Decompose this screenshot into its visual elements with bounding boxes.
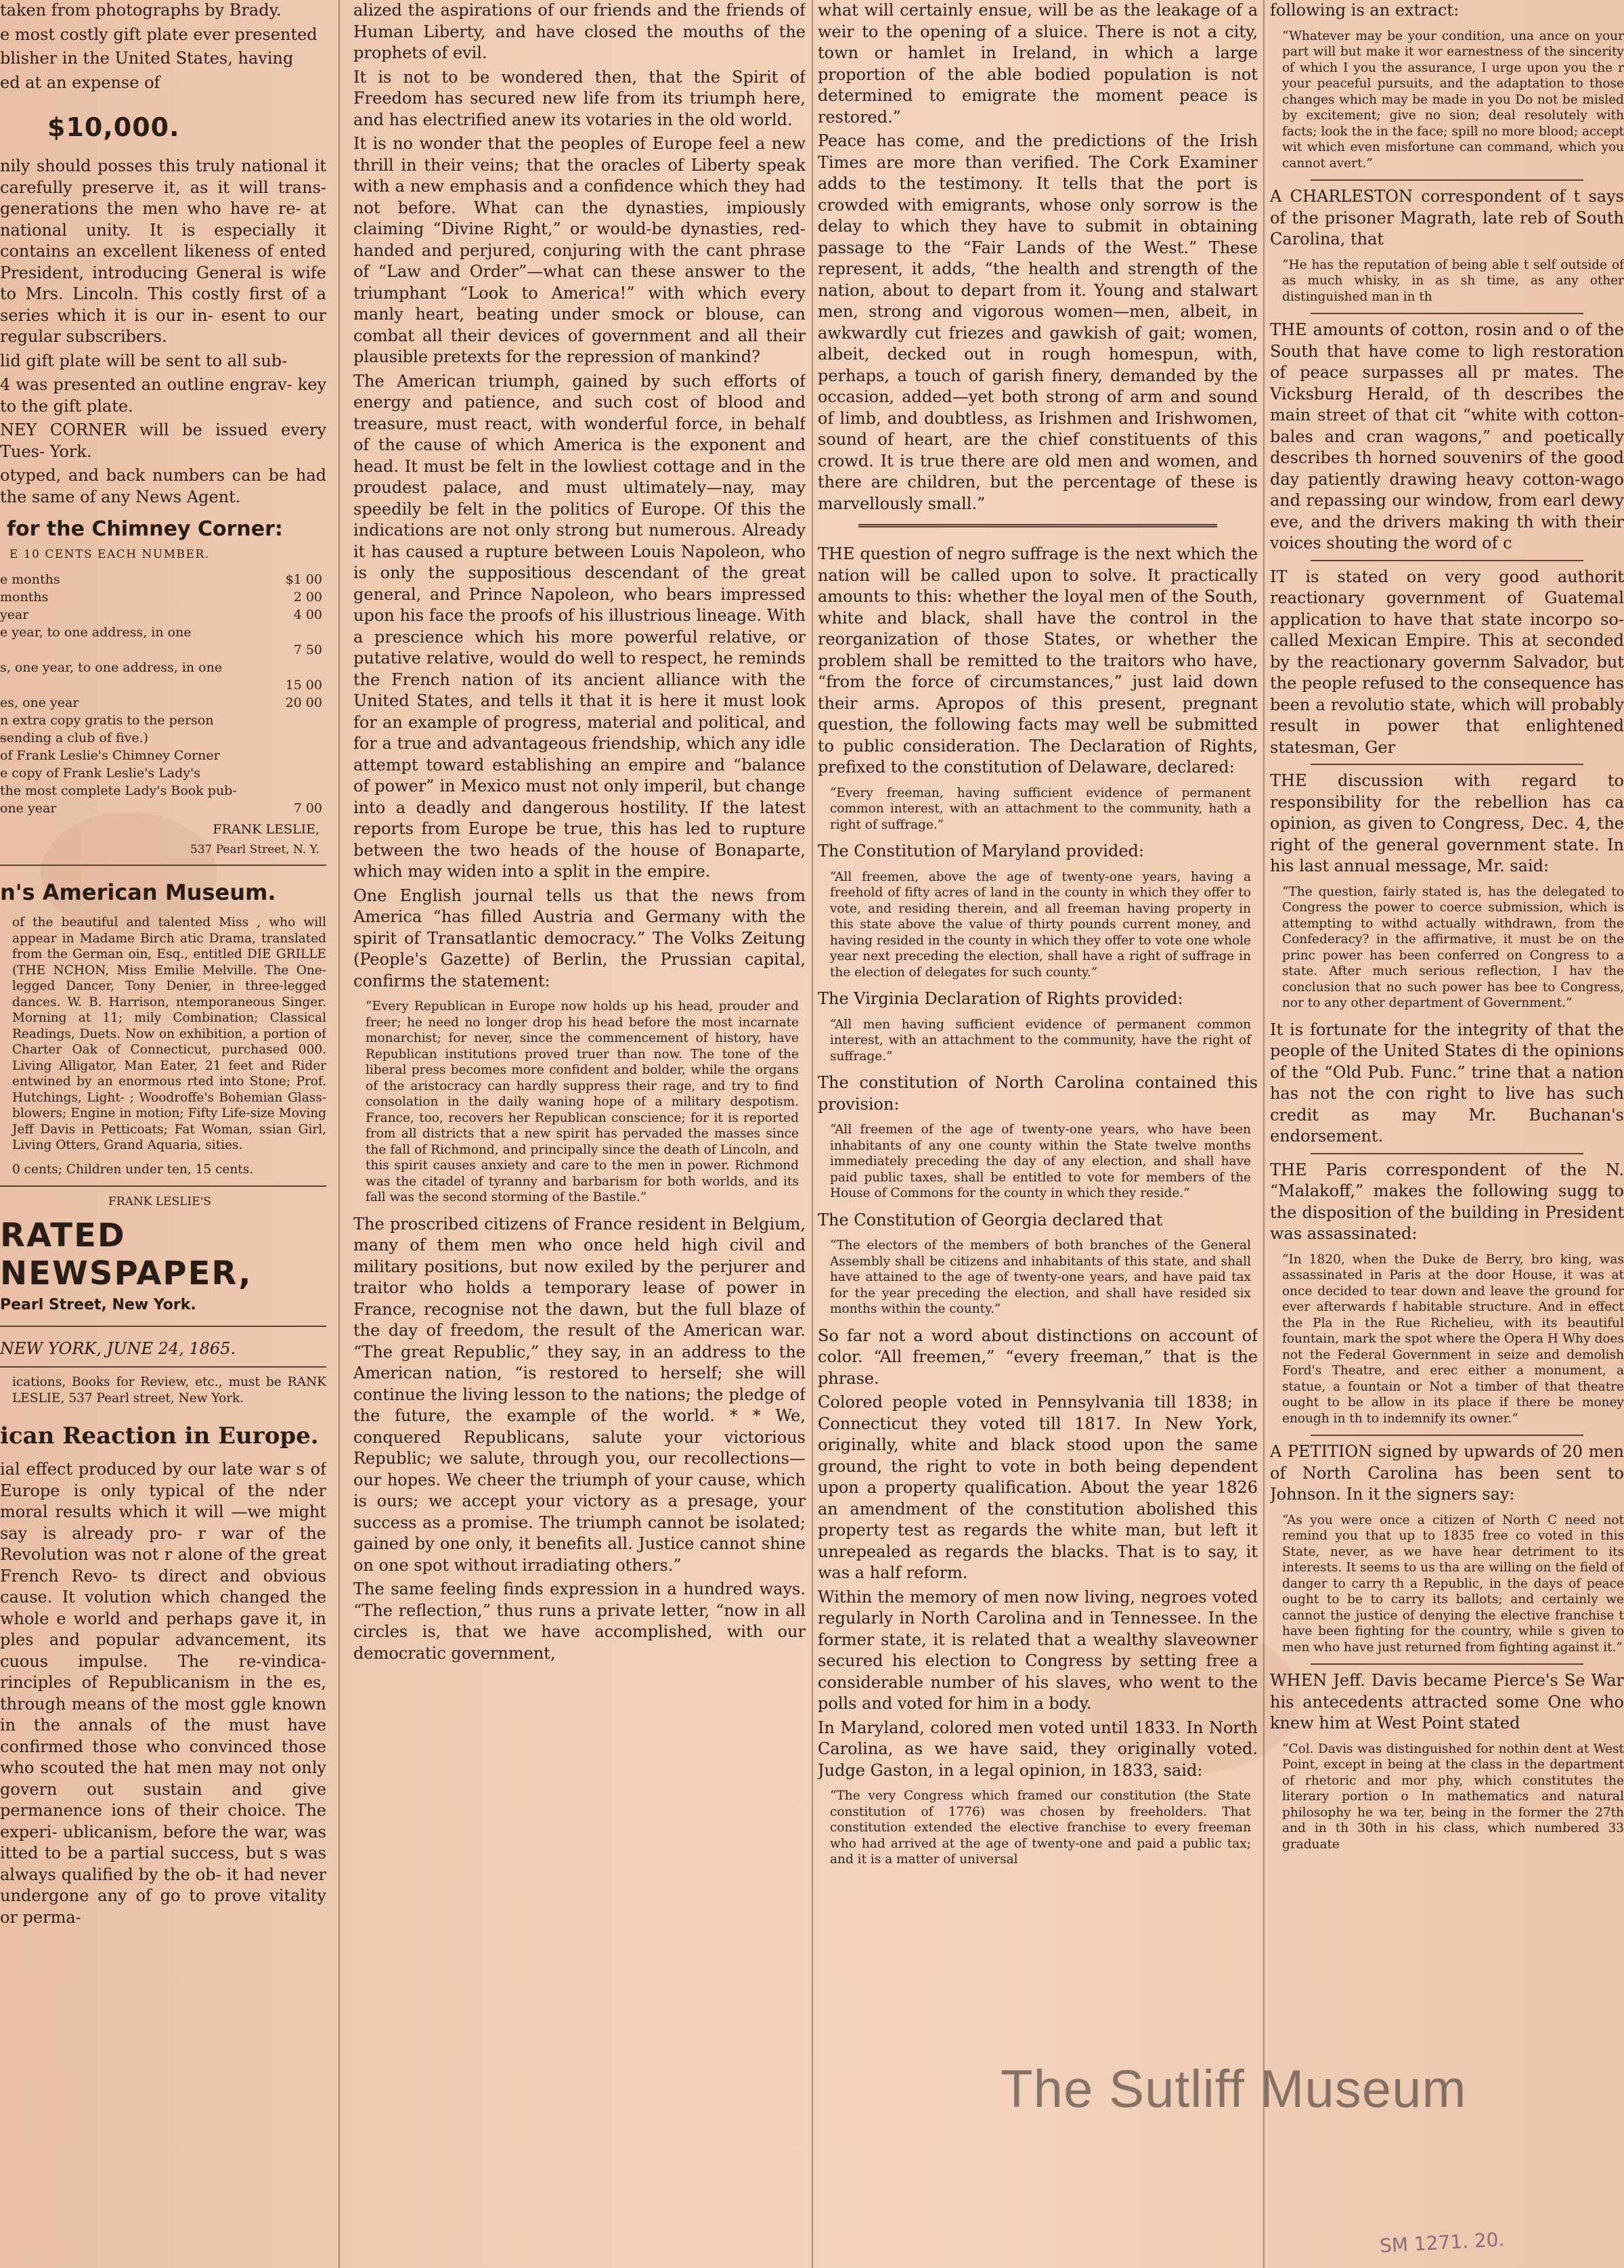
article-paragraph: THE amounts of cotton, rosin and o of the South that have come to ligh restoration of peace surpasses all pr mates. The Vicksburg Herald, of th describes the main street of that cit “white with cotton-bales and cran wagons,” and poetically describes th horned souvenirs of the good day patiently drawing heavy cotton-wago and repassing our window, from earl dewy eve, and the drivers making th with their voices shouting the word of c [1270, 320, 1624, 552]
divider [1311, 1435, 1583, 1436]
rate-value: 20 00 [285, 695, 322, 710]
block-quote: “All freemen, above the age of twenty-one years, having a freehold of fifty acres of land in the county in which they offer to vote, and residing therein, and all freeman having property in this state above the value of thirty pounds current money, and having resided in the county in which they offer to vote one whole year next preceding the election, shall have a right of suffrage in the election of delegates for such county.” [830, 869, 1251, 980]
rate-label: the most complete Lady's Book pub- [0, 783, 237, 798]
block-quote: “As you were once a citizen of North C need not remind you that up to 1835 free co voted in this State, never, as we have hear detriment to its interests. It seems to us tha are willing on the field of danger to carry th a Republic, in the days of peace ought to be to carry its ballots; and certainly we cannot the justice of denying the elective franchise t have been fighting for the country, while s given to men who have just returned from fighting against it.” [1282, 1512, 1624, 1655]
intro-line: ed at an expense of [0, 72, 160, 92]
intro-line: blisher in the United States, having [0, 49, 294, 68]
article-paragraph: Peace has come, and the predictions of the Irish Times are more than verified. The Cork Examiner adds to the testimony. It tells that the port is crowded with emigrants, whose only sorrow is the delay to which they have to submit in obtaining passage to the “Fair Lands of the West.” These represent, it adds, “the health and strength of the nation, about to depart from it. Young and stalwart men, strong and vigorous women—men, albeit, in awkwardly cut friezes and gawkish of gait; women, albeit, decked out in rough homespun, with, perhaps, a touch of garish finery, demanded by the occasion, added—yet both strong of arm and sound of limb, and doubtless, as Irishmen and Irishwomen, sound of heart, are the chief constituents of this crowd. It is true there are old men and women, and there are children, but the percentage of these is marvellously small.” [818, 131, 1258, 513]
block-quote: “The electors of the members of both branches of the General Assembly shall be citizens and inhabitants of this state, and shall have attained to the age of twenty-one years, and have paid tax for the year preceding the election, and shall have resided six months within the county.” [830, 1238, 1251, 1316]
rate-value: 4 00 [293, 607, 322, 622]
block-quote: “Every Republican in Europe now holds up his head, prouder and freer; he need no longer drop his head before the most incarnate monarchist; for never, since the commencement of history, have Republican institutions proved truer than now. The tone of the liberal press becomes more confident and bolder, while the organs of the aristocracy can hardly suppress their rage, and try to find consolation in the daily waning hope of a military despotism. France, too, recovers her Republican conscience; for it is reported from all districts that a new spirit has pervaded the masses since the fall of Richmond, and principally since the death of Lincoln, and this spirit causes anxiety and care to the men in power. Richmond was the citadel of tyranny and barbarism for both worlds, and its fall was the second storming of the Bastile.” [366, 999, 799, 1204]
gift-plate-paragraph: 4 was presented an outline engrav- key to the gift plate. [0, 375, 326, 416]
block-quote: “The very Congress which framed our constitution (the State constitution of 1776) was chosen by freeholders. That constitution extended the elective franchise to every freeman who had arrived at the age of twenty-one and paid a public tax; and it is a matter of universal [830, 1789, 1251, 1867]
rate-label: s̶ending a club of five.) [0, 730, 149, 745]
paper-title: RATED NEWSPAPER, [0, 1217, 253, 1292]
gift-plate-paragraph: otyped, and back numbers can be had the same of any News Agent. [0, 466, 326, 506]
rate-value: 7 50 [293, 642, 322, 657]
article-paragraph: Colored people voted in Pennsylvania till 1838; in Connecticut they voted till 1817. In New York, originally, white and black stood upon the same ground, the right to vote in both being dependent upon a property qualification. About the year 1826 an amendment of the constitution abolished this property test as regards the white man, but left it unrepealed as regards the blacks. That is to say, it was a half reform. [818, 1393, 1258, 1582]
rate-row [0, 641, 326, 659]
rate-value: $1 00 [285, 572, 322, 587]
article-paragraph: The American triumph, gained by such efforts of energy and patience, and such cost of blood and treasure, must react, with wonderful force, in behalf of the cause of which America is the exponent and head. It must be felt in the lowliest cottage and in the proudest palace, and must ultimately—nay, may speedily be felt in the politics of Europe. Of this the indications are not only strong but numerous. Already it has caused a rupture between Louis Napoleon, who is only the suppositious descendant of the great general, and Prince Napoleon, who bears impressed upon his face the proofs of his illustrious lineage. With a prescience which his more powerful relative, or putative relative, would do well to respect, he reminds the French nation of its ancient alliance with the United States, and tells it that it is here it must look for an example of progress, material and political, and for a true and advantageous friendship, which any idle attempt toward establishing an empire and “balance of power” in Mexico must not only imperil, but change into a deadly and dangerous hostility. If the latest reports from Europe be true, this has led to rupture between the two heads of the house of Bonaparte, which may widen into a split in the empire. [353, 371, 806, 881]
article-paragraph: The Virginia Declaration of Rights provided: [818, 989, 1183, 1008]
column-2 [353, 0, 806, 2268]
rate-label: e year, to one address, in one [0, 625, 192, 640]
divider [1311, 313, 1583, 314]
price-banner: $10,000. [47, 112, 180, 142]
museum-price: 0 cents; Children under ten, 15 cents. [12, 1162, 254, 1177]
divider [1311, 1663, 1583, 1665]
rate-row [0, 659, 326, 676]
column-rule [338, 0, 340, 2268]
article-paragraph: A PETITION signed by upwards of 20 men of North Carolina has been sent to Johnson. In it the signers say: [1270, 1442, 1624, 1504]
article-paragraph: alized the aspirations of our friends and the friends of Human Liberty, and have closed the mouths of the prophets of evil. [353, 1, 806, 62]
rate-row [0, 747, 326, 764]
article-paragraph: So far not a word about distinctions on account of color. “All freemen,” “every freeman,” that is the phrase. [818, 1326, 1258, 1388]
divider [1311, 560, 1583, 561]
article-paragraph: Within the memory of men now living, negroes voted regularly in North Carolina and in Tennessee. In the former state, it is related that a wealthy slaveowner secured his election to Congress by setting free a considerable number of his slaves, who went to the polls and voted for him in a body. [818, 1587, 1258, 1713]
column-1 [0, 0, 326, 2268]
museum-watermark: The Sutliff Museum [1001, 2059, 1467, 2118]
column-rule [1263, 0, 1265, 2268]
signature-name: FRANK LESLIE, [213, 822, 320, 837]
section-divider [858, 524, 1217, 527]
article-paragraph: following is an extract: [1270, 1, 1460, 20]
dateline: NEW YORK, JUNE 24, 1865. [0, 1339, 236, 1358]
article-paragraph: A CHARLESTON correspondent of t says of the prisoner Magrath, late reb of South Carolina, that [1270, 187, 1624, 248]
divider [0, 865, 326, 866]
divider [1311, 764, 1583, 765]
rate-label: es, one year [0, 695, 79, 710]
column-3 [818, 0, 1258, 2268]
rate-row [0, 729, 326, 747]
rate-row [0, 624, 326, 641]
rate-row [0, 694, 326, 712]
block-quote: “In 1820, when the Duke de Berry, bro king, was assassinated in Paris at the door House, it was at once decided to tear down and leave the ground for ever afterwards f habitable structure. And in effect the Pla in the Rue Richelieu, with its beautiful fountain, mark the spot where the Opera H Why does not the Federal Government in seize and demolish Ford's Theatre, and erec either a monument, a statue, a fountain or Not a timber of that theatre ought to be allow in its place if there be money enough in th to indemnify its owner.” [1282, 1252, 1624, 1426]
rate-label: s, one year, to one address, in one [0, 660, 223, 675]
chimney-corner-heading: for the Chimney Corner: [7, 517, 283, 541]
reaction-article: ial effect produced by our late war s of Europe is only typical of the nder moral results which it will —we might say is already pro- r war of the Revolution was not r alone of the great French Revo- ts direct and obvious cause. It volution which changed the whole e world and perhaps gave it, in ples and popular advancement, its cuous impulse. The re-vindica- rinciples of Republicanism in the es, through means of the most ggle known in the annals of the must have confirmed those who convinced those who scouted the hat men may not only govern out sustain and give permanence ions of their choice. The experi- ublicanism, before the war, was itted to be a partial success, but s was always qualified by the ob- it had never undergone any of go to prove vitality or perma- [0, 1460, 326, 1927]
article-paragraph: THE question of negro suffrage is the next which the nation will be called upon to solve. It practically amounts to this: whether the loyal men of the South, white and black, shall have the control in the reorganization of those States, or whether the problem shall be remitted to the traitors who have, “from the force of circumstances,” just laid down their arms. Apropos of this present, pregnant question, the following facts may well be submitted to public consideration. The Declaration of Rights, prefixed to the constitution of Delaware, declared: [818, 544, 1258, 777]
divider [0, 1326, 326, 1327]
intro-line: taken from photographs by Brady. [0, 1, 282, 20]
block-quote: “Every freeman, having sufficient evidence of permanent common interest, with an attachment to the community, hath a right of suffrage.” [830, 785, 1251, 832]
intro-line: e most costly gift plate ever presented [0, 24, 317, 44]
museum-heading: n's American Museum. [0, 879, 276, 905]
rate-label: one year [0, 801, 57, 816]
rate-row [0, 800, 326, 817]
article-paragraph: what will certainly ensue, will be as the leakage of a weir to the opening of a sluice. There is not a city, town or hamlet in Ireland, in which a large proportion of the able bodied population is not determined to emigrate the moment peace is restored.” [818, 1, 1258, 127]
article-paragraph: THE Paris correspondent of the N. “Malakoff,” makes the following sugg to the disposition of the building in President was assassinated: [1270, 1160, 1624, 1243]
rate-label: months [0, 590, 49, 605]
block-quote: “All freemen of the age of twenty-one years, who have been inhabitants of any one county within the State twelve months immediately preceding the day of any election, and shall have paid public taxes, shall be entitled to vote for members of the House of Commons for the county in which they reside.” [830, 1122, 1251, 1200]
block-quote: “All men having sufficient evidence of permanent common interest, with an attachment to the community, have the right of suffrage.” [830, 1017, 1251, 1064]
gift-plate-paragraph: nily should posses this truly national it carefully preserve it, as it will trans- generations the men who have re- at national unity. It is especially it contains an excellent likeness of ented President, introducing General is wife to Mrs. Lincoln. This costly first of a series which it is our in- esent to our regular subscribers. [0, 156, 326, 346]
block-quote: “Whatever may be your condition, una ance on your part will but make it wor earnestness of the sincerity of which I you the assurance, I urge upon you the r your peaceful pursuits, and the adaptation to those changes which may be made in you Do not be misled by excitement; give no sion; deal resolutely with facts; look the in the face; spill no more blood; accept wit which even misfortune can command, which you cannot avert.” [1282, 28, 1624, 171]
rate-value: 2 00 [293, 590, 322, 605]
rate-value: 15 00 [285, 678, 322, 693]
divider [1311, 1153, 1583, 1154]
article-paragraph: It is no wonder that the peoples of Europe feel a new thrill in their veins; that the oracles of Liberty speak with a new emphasis and a confidence which they had not before. What can the dynasties, impiously claiming “Divine Right,” or would-be dynasties, red-handed and perjured, conjuring with the cant phrase of “Law and Order”—what can these answer to the triumphant “Look to America!” with which every manly heart, beating under smock or blouse, can combat all their devices of government and all their plausible pretexts for the repression of mankind? [353, 134, 806, 366]
paper-owner: FRANK LESLIE'S [108, 1195, 211, 1208]
article-paragraph: It is fortunate for the integrity of that the people of the United States di the opinions of the “Old Pub. Func.” trine that a nation has not the con right to live has such credit as may Mr. Buchanan's endorsement. [1270, 1020, 1624, 1146]
block-quote: “Col. Davis was distinguished for nothin dent at West Point, except in being at the class in the department of rhetoric and mor phy, which constitutes the literary portion o In mathematics and natural philosophy he wa ter, being in the former the 27th and in th 30th in his class, which numbered 33 graduate [1282, 1741, 1624, 1852]
editorial-notice: ications, Books for Review, etc., must be RANK LESLIE, 537 Pearl street, New York. [12, 1375, 326, 1405]
article-paragraph: The constitution of North Carolina contained this provision: [818, 1073, 1258, 1114]
article-paragraph: It is not to be wondered then, that the Spirit of Freedom has secured new life from its triumph here, and has electrified anew its votaries in the old world. [353, 67, 806, 129]
rate-row [0, 782, 326, 800]
divider [1311, 179, 1583, 181]
article-paragraph: The proscribed citizens of France resident in Belgium, many of them men who once held high civil and military positions, but now exiled by the perjurer and traitor who holds a temporary lease of power in France, recognise not the dawn, but the full blaze of the day of freedom, the result of the American war. “The great Republic,” they say, in an address to the American nation, “is restored to herself; she will continue the living lesson to the nations; the pledge of the future, the example of the world. * * We, conquered Republicans, salute your victorious Republic; we salute, through you, our recollections—our hopes. We cheer the triumph of your cause, which is ours; we accept your victory as a presage, your success as a promise. The triumph cannot be isolated; gained by one only, it benefits all. Justice cannot shine on one spot without irradiating others.” [353, 1214, 806, 1575]
chimney-corner-price: E 10 CENTS EACH NUMBER. [9, 548, 210, 561]
divider [0, 1185, 326, 1187]
rate-row [0, 712, 326, 729]
article-paragraph: The same feeling finds expression in a hundred ways. “The reflection,” thus runs a private letter, “now in all circles is, that we have accomplished, with our democratic government, [353, 1579, 806, 1663]
rate-row [0, 676, 326, 694]
rate-row [0, 764, 326, 782]
rate-row [0, 571, 326, 588]
article-paragraph: One English journal tells us that the news from America “has filled Austria and Germany with the spirit of Transatlantic democracy.” The Volks Zeitung (People's Gazette) of Berlin, the Prussian capital, confirms the statement: [353, 886, 806, 990]
article-paragraph: THE discussion with regard to responsibility for the rebellion has ca opinion, as given to Congress, Dec. 4, the right of the general government state. In his last annual message, Mr. said: [1270, 771, 1624, 875]
divider [0, 1366, 326, 1368]
catalog-number: SM 1271. 20. [1379, 2228, 1506, 2257]
column-rule [812, 0, 813, 2268]
paper-address: Pearl Street, New York. [0, 1296, 196, 1313]
rate-row [0, 588, 326, 606]
rate-label: of Frank Leslie's Chimney Corner [0, 748, 220, 763]
subscription-rates [0, 571, 326, 817]
museum-listing: of the beautiful and talented Miss , who will appear in Madame Birch atic Drama, translated from the German oin, Esq., entitled DIE GRILLE (THE NCHON, Miss Emilie Melville. The One-legged Dancer, Tony Denier, in three-legged dances. W. B. Harrison, ntemporaneous Singer. Morning at 11; mily Combination; Classical Readings, Duets. Now on exhibition, a portion of Charter Oak of Connecticut, purchased 000. Living Alligator, Man Eater, 21 feet and Rider entwined by an enormous rted into Stone; Prof. Hutchings, Light- ; Woodroffe's Bohemian Glass-blowers; Engine in motion; Fifty Life-size Moving Jeff Davis in Petticoats; Fat Woman, ssian Girl, Living Otters, Grand Aquaria, sities. [12, 915, 326, 1152]
signature-address: 537 Pearl Street, N. Y. [190, 843, 320, 856]
rate-label: e copy of Frank Leslie's Lady's [0, 766, 201, 781]
block-quote: “The question, fairly stated is, has the delegated to Congress the power to coerce submission, which is attempting to withd actually withdrawn, from the Confederacy? in the affirmative, it must be on the princ power has been conferred on Congress to a state. After much serious reflection, I hav the conclusion that no such power has bee to Congress, nor to any other department of Government.” [1282, 884, 1624, 1010]
rate-value: 7 00 [293, 801, 322, 816]
article-paragraph: The Constitution of Georgia declared that [818, 1210, 1163, 1229]
block-quote: “He has the reputation of being able t self outside of as much whisky, in as sh time, as any other distinguished man in th [1282, 257, 1624, 304]
reaction-heading: ican Reaction in Europe. [0, 1422, 319, 1449]
rate-label: year [0, 607, 29, 622]
article-paragraph: The Constitution of Maryland provided: [818, 842, 1145, 860]
rate-label: e months [0, 572, 60, 587]
article-paragraph: IT is stated on very good authorit reactionary government of Guatemal application to have that state incorpo so-called Mexican Empire. This at seconded by the reactionary governm Salvador, but the people refused to the consequence has been a revolutio state, which will probably result in power that enlightened statesman, Ger [1270, 567, 1624, 757]
column-4 [1270, 0, 1624, 2268]
article-paragraph: In Maryland, colored men voted until 1833. In North Carolina, as we have said, they originally voted. Judge Gaston, in a legal opinion, in 1833, said: [818, 1718, 1258, 1780]
gift-plate-paragraph: NEY CORNER will be issued every Tues- York. [0, 420, 326, 461]
rate-row [0, 606, 326, 624]
rate-label: n extra copy gratis to the person [0, 713, 214, 728]
gift-plate-paragraph: lid gift plate will be sent to all sub- [0, 351, 288, 370]
article-paragraph: WHEN Jeff. Davis became Pierce's Se War his antecedents attracted some One who knew him at West Point stated [1270, 1671, 1624, 1732]
